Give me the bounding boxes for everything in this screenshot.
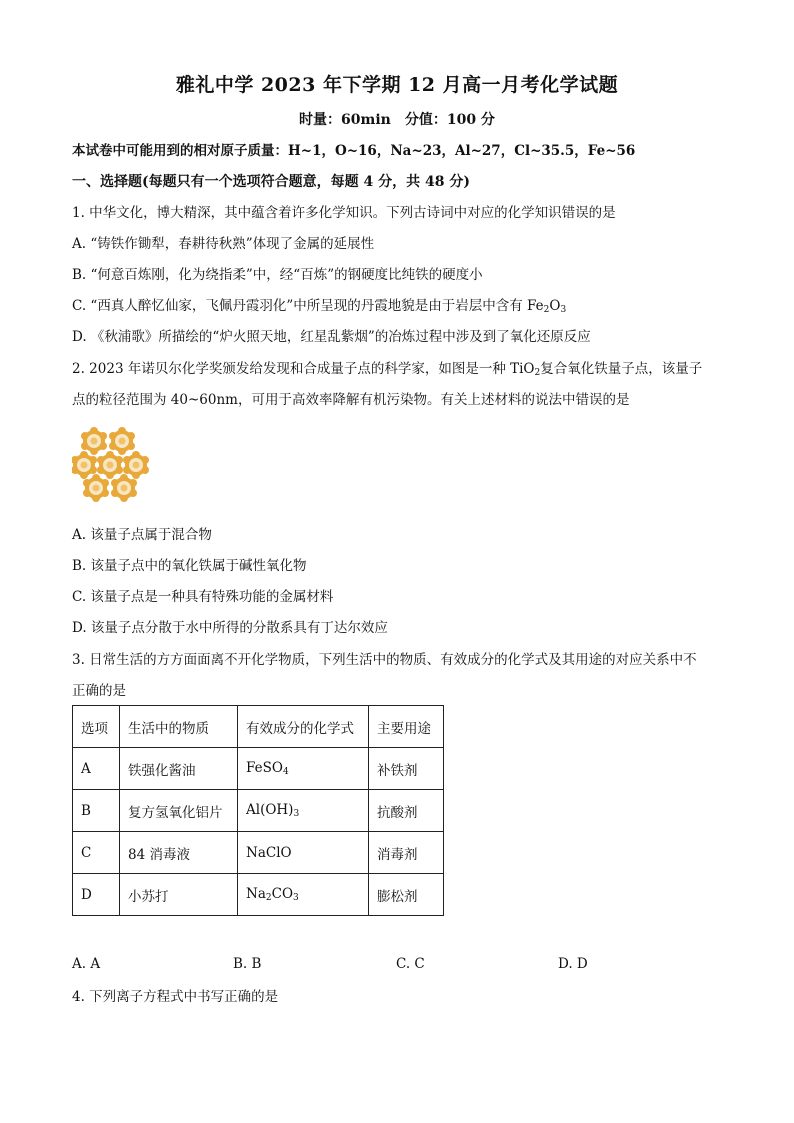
quantum-dot-image: [72, 425, 152, 507]
q2-stem-line2: 点的粒径范围为 40~60nm，可用于高效率降解有机污染物。有关上述材料的说法中错误的是: [72, 392, 630, 408]
subscript: 2: [534, 368, 541, 378]
table-cell-use: 消毒剂: [369, 832, 444, 874]
table-cell-use: 抗酸剂: [369, 790, 444, 832]
table-cell-item: 铁强化酱油: [120, 748, 238, 790]
q3-table: [72, 705, 444, 916]
q2-stem-line1: [72, 360, 702, 382]
subscript: 2: [543, 305, 550, 315]
table-cell-item: 84 消毒液: [120, 832, 238, 874]
table-header-cell: 生活中的物质: [120, 706, 238, 748]
formula-part: Al(OH): [246, 802, 294, 818]
table-cell-formula: NaClO: [238, 832, 369, 874]
page-title: 雅礼中学 2023 年下学期 12 月高一月考化学试题: [175, 74, 619, 96]
formula-part: CO: [271, 886, 294, 902]
subscript: 2: [265, 893, 272, 903]
q1-option-b: B. “何意百炼刚，化为绕指柔”中，经“百炼”的钢硬度比纯铁的硬度小: [72, 267, 483, 283]
table-cell-option: A: [73, 748, 120, 790]
subscript: 4: [282, 767, 289, 777]
q1-stem: 1. 中华文化，博大精深，其中蕴含着许多化学知识。下列古诗词中对应的化学知识错误的是: [72, 205, 616, 221]
table-row: [73, 874, 444, 916]
formula-part: FeSO: [246, 760, 283, 776]
table-cell-option: B: [73, 790, 120, 832]
q4-stem: 4. 下列离子方程式中书写正确的是: [72, 989, 279, 1005]
q2-option-c: C. 该量子点是一种具有特殊功能的金属材料: [72, 589, 334, 605]
q3-stem-line2: 正确的是: [72, 683, 126, 699]
table-cell-use: 补铁剂: [369, 748, 444, 790]
table-row: [73, 748, 444, 790]
table-cell-item: 复方氢氧化铝片: [120, 790, 238, 832]
q2-stem-text: 2. 2023 年诺贝尔化学奖颁发给发现和合成量子点的科学家，如图是一种 TiO: [72, 361, 535, 377]
subscript: 3: [560, 305, 567, 315]
q3-answer-a: A. A: [72, 956, 101, 972]
atomic-mass-note: 本试卷中可能用到的相对原子质量：H~1，O~16，Na~23，Al~27，Cl~35.5，Fe~56: [72, 143, 636, 159]
table-row: [73, 790, 444, 832]
table-header-cell: 主要用途: [369, 706, 444, 748]
q3-answer-c: C. C: [396, 956, 425, 972]
table-header-cell: 有效成分的化学式: [238, 706, 369, 748]
q1-option-d: D. 《秋浦歌》所描绘的“炉火照天地，红星乱紫烟”的冶炼过程中涉及到了氧化还原反应: [72, 329, 591, 345]
q1-option-c-text: C. “西真人醉忆仙家，飞佩丹霞羽化”中所呈现的丹霞地貌是由于岩层中含有 Fe: [72, 298, 544, 314]
table-cell-item: 小苏打: [120, 874, 238, 916]
table-cell-formula: [238, 790, 369, 832]
q2-option-a: A. 该量子点属于混合物: [72, 527, 212, 543]
subscript: 3: [293, 809, 300, 819]
table-header-cell: 选项: [73, 706, 120, 748]
table-header-row: [73, 706, 444, 748]
q1-option-a: A. “铸铁作锄犁，春耕待秋熟”体现了金属的延展性: [72, 236, 375, 252]
formula-part: O: [549, 298, 561, 314]
q2-stem-text: 复合氧化铁量子点，该量子: [540, 361, 703, 377]
table-cell-option: D: [73, 874, 120, 916]
table-cell-use: 膨松剂: [369, 874, 444, 916]
section-heading: 一、选择题(每题只有一个选项符合题意，每题 4 分，共 48 分): [72, 174, 470, 190]
table-cell-option: C: [73, 832, 120, 874]
table-cell-formula: [238, 748, 369, 790]
table-cell-formula: [238, 874, 369, 916]
subscript: 3: [293, 893, 299, 903]
q3-answer-d: D. D: [558, 956, 588, 972]
formula-part: Na: [246, 886, 266, 902]
q3-stem-line1: 3. 日常生活的方方面面离不开化学物质，下列生活中的物质、有效成分的化学式及其用途的对应关系中不: [72, 652, 697, 668]
q1-option-c: [72, 297, 566, 319]
q3-answer-b: B. B: [233, 956, 262, 972]
q2-option-b: B. 该量子点中的氧化铁属于碱性氧化物: [72, 558, 307, 574]
q2-option-d: D. 该量子点分散于水中所得的分散系具有丁达尔效应: [72, 620, 388, 636]
table-row: [73, 832, 444, 874]
exam-meta: 时量：60min 分值：100 分: [299, 112, 495, 128]
